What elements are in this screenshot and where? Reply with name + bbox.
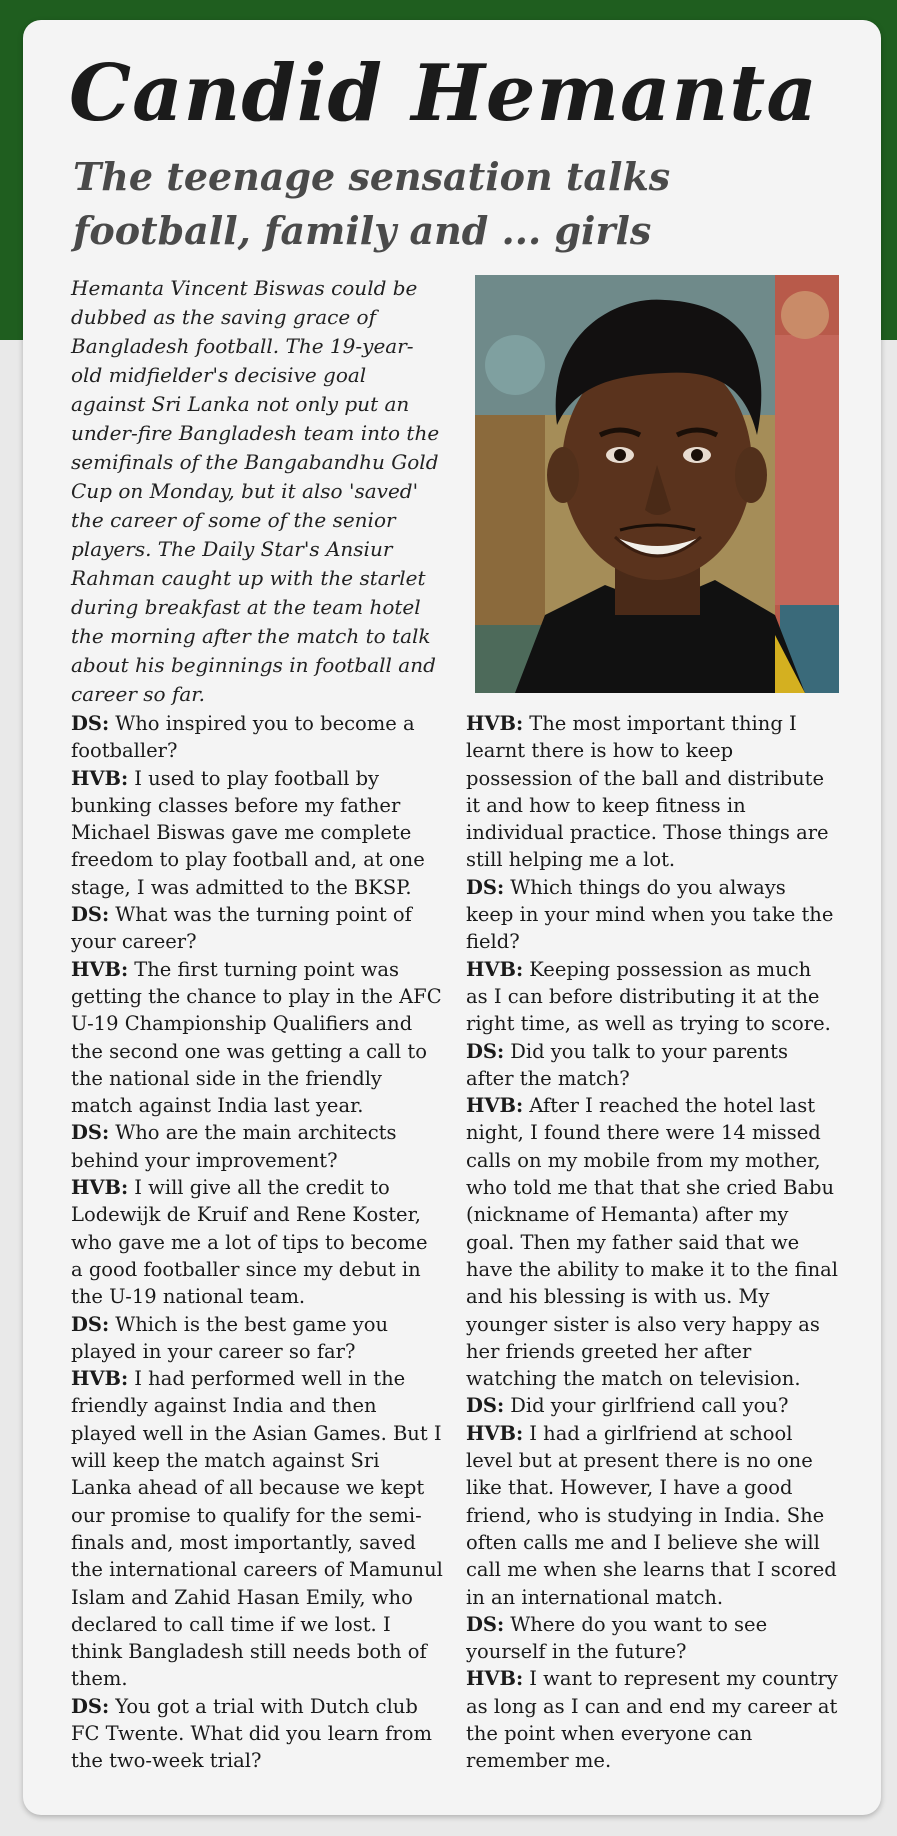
qa-item bbox=[466, 874, 838, 956]
qa-text: I had performed well in the friendly against India and then played well in the Asian Games. But I will keep the match against Sri Lanka ahead of all because we kept our promise to qualify for the semi-finals and, most importantly, saved the international careers of Mamunul Islam and Zahid Hasan Emily, who declared to call time if we lost. I think Bangladesh still needs both of them. bbox=[71, 1367, 443, 1691]
speaker-label: DS: bbox=[466, 1612, 505, 1636]
qa-text: Did you talk to your parents after the match? bbox=[466, 1039, 788, 1090]
qa-text: The first turning point was getting the chance to play in the AFC U-19 Championship Qualifiers and the second one was getting a call to the national side in the friendly match against India last year. bbox=[71, 957, 442, 1118]
qa-text: I used to play football by bunking classes before my father Michael Biswas gave me complete freedom to play football and, at one stage, I was admitted to the BKSP. bbox=[71, 766, 425, 899]
qa-text: I will give all the credit to Lodewijk de Kruif and Rene Koster, who gave me a lot of tips to become a good footballer since my debut in the U-19 national team. bbox=[71, 1176, 428, 1309]
qa-text: Which is the best game you played in your career so far? bbox=[71, 1312, 389, 1363]
speaker-label: HVB: bbox=[71, 1176, 129, 1200]
qa-text: Keeping possession as much as I can before distributing it at the right time, as well as trying to score. bbox=[466, 957, 831, 1036]
speaker-label: HVB: bbox=[466, 1094, 524, 1118]
speaker-label: DS: bbox=[71, 1694, 110, 1718]
speaker-label: HVB: bbox=[71, 1367, 129, 1391]
qa-item bbox=[466, 1611, 838, 1666]
speaker-label: DS: bbox=[71, 903, 110, 927]
interview-column-left bbox=[71, 710, 443, 1775]
qa-text: You got a trial with Dutch club FC Twente. What did you learn from the two-week trial? bbox=[71, 1694, 432, 1773]
qa-text: I had a girlfriend at school level but at present there is no one like that. However, I have a good friend, who is studying in India. She often calls me and I believe she will call me when she learns that I scored in an international match. bbox=[466, 1421, 837, 1609]
speaker-label: DS: bbox=[71, 712, 110, 735]
qa-item bbox=[466, 710, 838, 874]
qa-text: I want to represent my country as long as I can and end my career at the point when everyone can remember me. bbox=[466, 1667, 838, 1773]
qa-item bbox=[71, 1174, 443, 1310]
qa-item bbox=[466, 1420, 838, 1611]
qa-text: Did your girlfriend call you? bbox=[510, 1394, 789, 1418]
qa-item bbox=[466, 1392, 838, 1419]
speaker-label: DS: bbox=[466, 875, 505, 899]
speaker-label: DS: bbox=[466, 1394, 505, 1418]
speaker-label: DS: bbox=[71, 1121, 110, 1145]
qa-item bbox=[71, 710, 443, 765]
qa-item bbox=[71, 956, 443, 1120]
qa-item bbox=[71, 901, 443, 956]
qa-item bbox=[71, 1693, 443, 1775]
article-card bbox=[23, 20, 881, 1815]
qa-item bbox=[71, 1311, 443, 1366]
qa-text: Who inspired you to become a footballer? bbox=[71, 712, 415, 763]
speaker-label: HVB: bbox=[466, 1421, 524, 1445]
speaker-label: HVB: bbox=[466, 1667, 524, 1691]
interview-column-right bbox=[466, 710, 838, 1775]
qa-text: What was the turning point of your career? bbox=[71, 903, 412, 954]
article-intro: Hemanta Vincent Biswas could be dubbed as the saving grace of Bangladesh football. The 19-year-old midfielder's decisive goal against Sri Lanka not only put an under-fire Bangladesh team into the semifinals of the Bangabandhu Gold Cup on Monday, but it also 'saved' the career of some of the senior players. The Daily Star's Ansiur Rahman caught up with the starlet during breakfast at the team hotel the morning after the match to talk about his beginnings in football and career so far. bbox=[71, 276, 440, 706]
qa-item bbox=[71, 1119, 443, 1174]
qa-item bbox=[71, 1365, 443, 1693]
qa-text: Which things do you always keep in your mind when you take the field? bbox=[466, 875, 834, 954]
speaker-label: HVB: bbox=[466, 712, 524, 735]
qa-item bbox=[466, 1092, 838, 1392]
speaker-label: DS: bbox=[466, 1039, 505, 1063]
article-subtitle: The teenage sensation talks football, family and ... girls bbox=[73, 154, 671, 253]
qa-item bbox=[466, 1038, 838, 1093]
speaker-label: DS: bbox=[71, 1312, 110, 1336]
speaker-label: HVB: bbox=[71, 766, 129, 790]
qa-text: After I reached the hotel last night, I found there were 14 missed calls on my mobile from my mother, who told me that that she cried Babu (nickname of Hemanta) after my goal. Then my father said that we have the ability to make it to the final and his blessing is with us. My younger sister is also very happy as her friends greeted her after watching the match on television. bbox=[466, 1094, 838, 1391]
speaker-label: HVB: bbox=[71, 957, 129, 981]
qa-text: Where do you want to see yourself in the future? bbox=[466, 1612, 768, 1664]
article-title: Candid Hemanta bbox=[69, 48, 818, 139]
qa-item bbox=[466, 1665, 838, 1774]
qa-text: The most important thing I learnt there is how to keep possession of the ball and distribute it and how to keep fitness in individual practice. Those things are still helping me a lot. bbox=[466, 712, 829, 872]
portrait-photo bbox=[475, 275, 839, 693]
qa-text: Who are the main architects behind your improvement? bbox=[71, 1121, 397, 1172]
speaker-label: HVB: bbox=[466, 957, 524, 981]
qa-item bbox=[466, 956, 838, 1038]
qa-item bbox=[71, 765, 443, 901]
